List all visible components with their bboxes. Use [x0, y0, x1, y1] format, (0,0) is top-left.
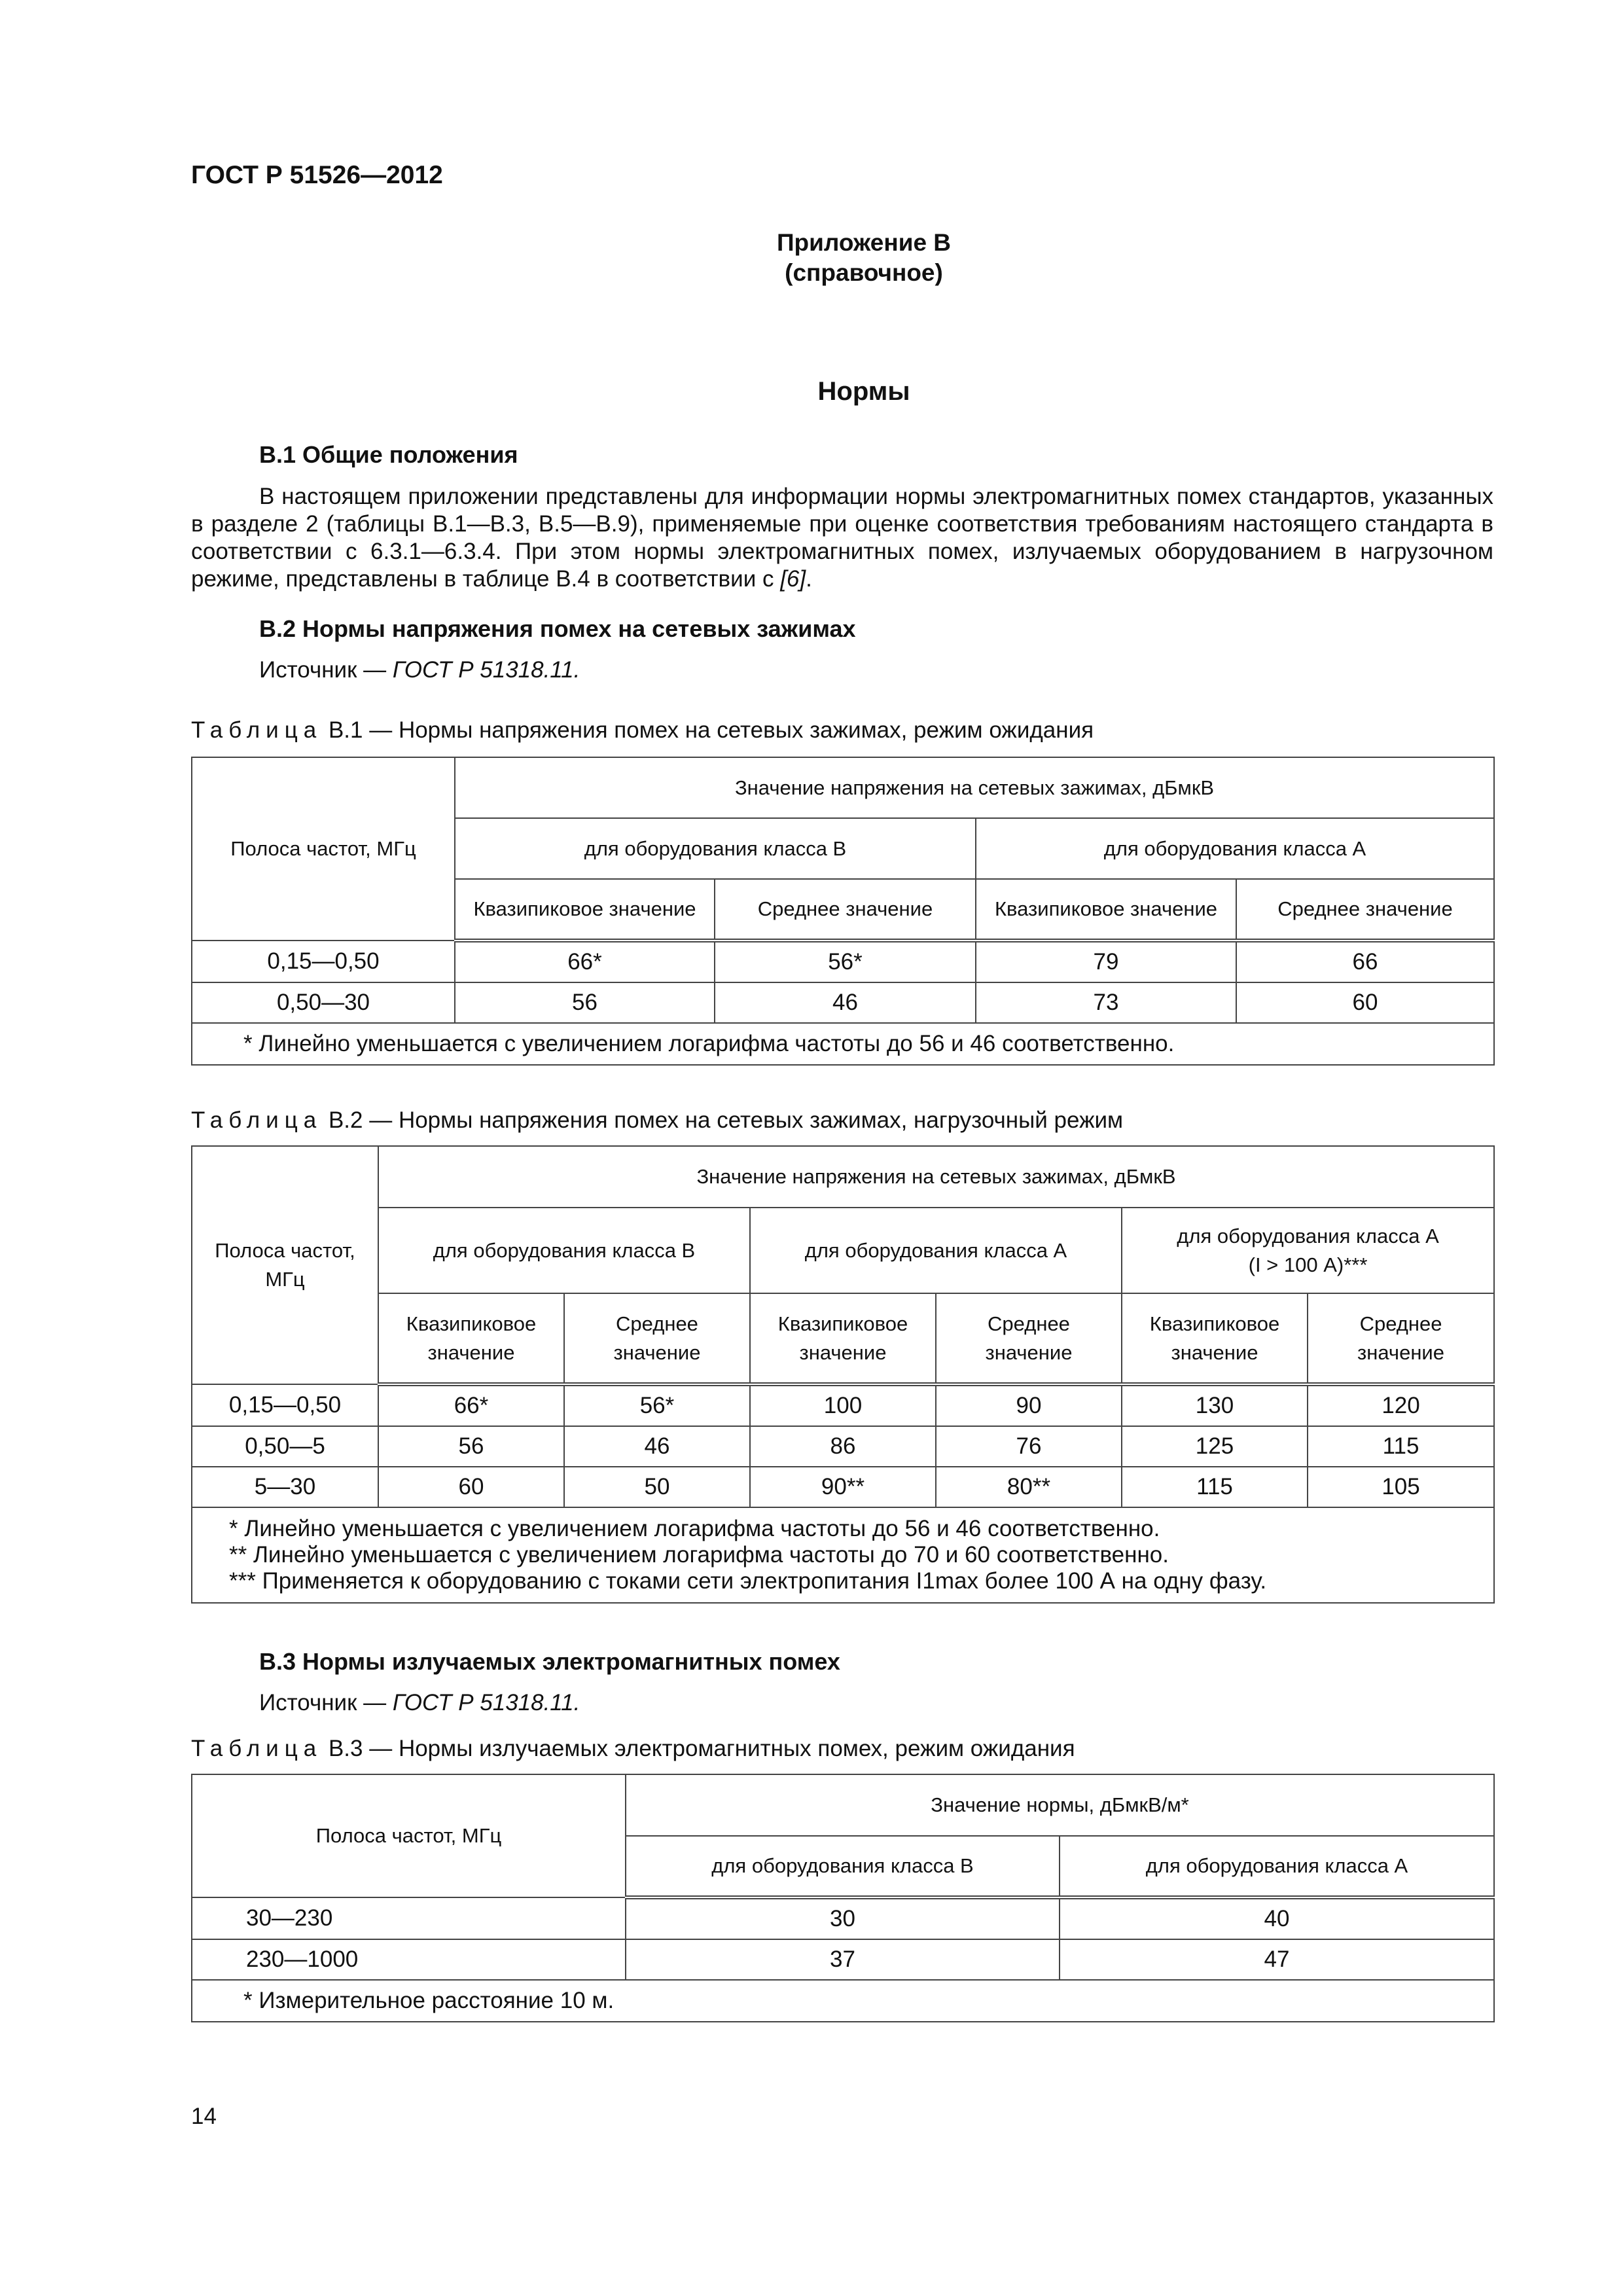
table-cell: 56 — [455, 982, 715, 1023]
table-b3-header-class-a: для оборудования класса А — [1060, 1836, 1494, 1897]
table-b2-header-class-a: для оборудования класса А — [750, 1208, 1122, 1293]
table-cell: 5—30 — [192, 1467, 378, 1507]
table-b1-header-quasi-a: Квазипиковое значение — [976, 879, 1236, 941]
table-cell: 60 — [378, 1467, 564, 1507]
table-b1-header-class-b: для оборудования класса В — [455, 818, 976, 879]
table-cell: 73 — [976, 982, 1236, 1023]
paragraph-reference: [6] — [780, 566, 806, 592]
section-b3-source — [259, 1690, 580, 1716]
table-b2-footnote-2: ** Линейно уменьшается с увеличением логарифма частоты до 70 и 60 соответственно. — [229, 1542, 1169, 1568]
table-b1 — [191, 757, 1495, 1066]
table-row — [192, 1897, 1494, 1939]
table-row — [192, 941, 1494, 982]
table-b3-footnote: * Измерительное расстояние 10 м. — [192, 1980, 1494, 2022]
annex-heading: Нормы — [817, 377, 910, 406]
caption-text: В.1 — Нормы напряжения помех на сетевых зажимах, режим ожидания — [322, 717, 1094, 743]
table-row — [192, 1384, 1494, 1426]
table-cell: 66* — [378, 1384, 564, 1426]
source-reference: ГОСТ Р 51318.11. — [392, 657, 580, 683]
table-b1-header-avg-a: Среднее значение — [1236, 879, 1494, 941]
caption-word: Таблица — [191, 1736, 323, 1761]
paragraph-end: . — [806, 566, 812, 592]
section-b2-title: В.2 Нормы напряжения помех на сетевых зажимах — [259, 615, 856, 642]
table-cell: 90 — [936, 1384, 1122, 1426]
paragraph-text: В настоящем приложении представлены для информации нормы электромагнитных помех стандартов, указанных в разделе 2 (таблицы В.1—В.3, В.5—В.9), применяемые при оценке соответствия требованиям настоящего стандарта в соответствии с 6.3.1—6.3.4. При этом нормы электромагнитных помех, излучаемых оборудованием в нагрузочном режиме, представлены в таблице В.4 в соответствии с — [191, 484, 1493, 592]
table-cell: 0,15—0,50 — [192, 1384, 378, 1426]
table-b2-footnote-1: * Линейно уменьшается с увеличением логарифма частоты до 56 и 46 соответственно. — [229, 1516, 1160, 1541]
table-cell: 46 — [715, 982, 976, 1023]
page-number: 14 — [191, 2104, 217, 2129]
table-cell: 76 — [936, 1426, 1122, 1467]
table-cell: 40 — [1060, 1897, 1494, 1939]
table-b2-caption — [191, 1107, 1123, 1134]
table-cell: 80** — [936, 1467, 1122, 1507]
table-cell: 0,50—5 — [192, 1426, 378, 1467]
table-b2-header-quasi: Квазипиковое значение — [1122, 1293, 1308, 1384]
table-cell: 105 — [1308, 1467, 1494, 1507]
table-row — [192, 1939, 1494, 1980]
table-cell: 56* — [715, 941, 976, 982]
table-cell: 50 — [564, 1467, 750, 1507]
section-b1-title: В.1 Общие положения — [259, 441, 518, 468]
table-b3 — [191, 1774, 1495, 2022]
table-cell: 86 — [750, 1426, 936, 1467]
annex-title: Приложение В — [776, 229, 952, 256]
table-b2-header-frequency: Полоса частот, МГц — [192, 1146, 378, 1384]
table-b1-header-quasi-b: Квазипиковое значение — [455, 879, 715, 941]
table-cell: 115 — [1308, 1426, 1494, 1467]
table-cell: 125 — [1122, 1426, 1308, 1467]
source-prefix: Источник — — [259, 1690, 393, 1715]
source-prefix: Источник — — [259, 657, 393, 683]
document-code: ГОСТ Р 51526—2012 — [191, 161, 443, 189]
table-cell: 0,50—30 — [192, 982, 455, 1023]
table-row — [192, 982, 1494, 1023]
table-cell: 56 — [378, 1426, 564, 1467]
table-cell: 100 — [750, 1384, 936, 1426]
section-b3-title: В.3 Нормы излучаемых электромагнитных помех — [259, 1648, 840, 1675]
table-cell: 37 — [626, 1939, 1060, 1980]
table-b3-header-group: Значение нормы, дБмкВ/м* — [626, 1774, 1494, 1836]
section-b2-source — [259, 657, 580, 683]
table-b3-caption — [191, 1736, 1075, 1762]
table-b2-header-quasi: Квазипиковое значение — [750, 1293, 936, 1384]
table-cell: 30—230 — [192, 1897, 626, 1939]
source-reference: ГОСТ Р 51318.11. — [392, 1690, 580, 1715]
table-b1-header-group: Значение напряжения на сетевых зажимах, дБмкВ — [455, 757, 1494, 818]
table-b2-footnotes — [192, 1507, 1494, 1603]
table-cell: 90** — [750, 1467, 936, 1507]
table-b3-header-frequency: Полоса частот, МГц — [192, 1774, 626, 1897]
table-cell: 66* — [455, 941, 715, 982]
caption-text: В.2 — Нормы напряжения помех на сетевых зажимах, нагрузочный режим — [322, 1107, 1124, 1133]
table-b2 — [191, 1145, 1495, 1604]
table-b2-header-avg: Среднее значение — [1308, 1293, 1494, 1384]
table-b2-header-avg: Среднее значение — [936, 1293, 1122, 1384]
table-cell: 79 — [976, 941, 1236, 982]
table-cell: 130 — [1122, 1384, 1308, 1426]
table-cell: 47 — [1060, 1939, 1494, 1980]
table-b3-header-class-b: для оборудования класса В — [626, 1836, 1060, 1897]
table-b1-header-frequency: Полоса частот, МГц — [192, 757, 455, 941]
table-b1-header-avg-b: Среднее значение — [715, 879, 976, 941]
table-b1-header-class-a: для оборудования класса А — [976, 818, 1494, 879]
table-cell: 30 — [626, 1897, 1060, 1939]
table-b2-header-class-b: для оборудования класса В — [378, 1208, 750, 1293]
table-cell: 230—1000 — [192, 1939, 626, 1980]
table-b2-header-quasi: Квазипиковое значение — [378, 1293, 564, 1384]
table-cell: 56* — [564, 1384, 750, 1426]
table-cell: 115 — [1122, 1467, 1308, 1507]
table-row — [192, 1426, 1494, 1467]
annex-kind: (справочное) — [785, 259, 943, 286]
table-b1-caption — [191, 717, 1094, 744]
table-b2-header-class-a-100: для оборудования класса А (I > 100 А)*** — [1122, 1208, 1494, 1293]
table-b2-header-avg: Среднее значение — [564, 1293, 750, 1384]
caption-word: Таблица — [191, 717, 323, 743]
table-row — [192, 1467, 1494, 1507]
table-cell: 46 — [564, 1426, 750, 1467]
table-cell: 0,15—0,50 — [192, 941, 455, 982]
table-cell: 60 — [1236, 982, 1494, 1023]
table-b2-header-group: Значение напряжения на сетевых зажимах, дБмкВ — [378, 1146, 1494, 1208]
table-cell: 120 — [1308, 1384, 1494, 1426]
table-b2-footnote-3: *** Применяется к оборудованию с токами сети электропитания I1max более 100 А на одну фазу. — [229, 1568, 1267, 1594]
caption-text: В.3 — Нормы излучаемых электромагнитных помех, режим ожидания — [322, 1736, 1075, 1761]
table-cell: 66 — [1236, 941, 1494, 982]
section-b1-paragraph — [191, 483, 1493, 593]
table-b1-footnote: * Линейно уменьшается с увеличением логарифма частоты до 56 и 46 соответственно. — [192, 1023, 1494, 1065]
caption-word: Таблица — [191, 1107, 323, 1133]
